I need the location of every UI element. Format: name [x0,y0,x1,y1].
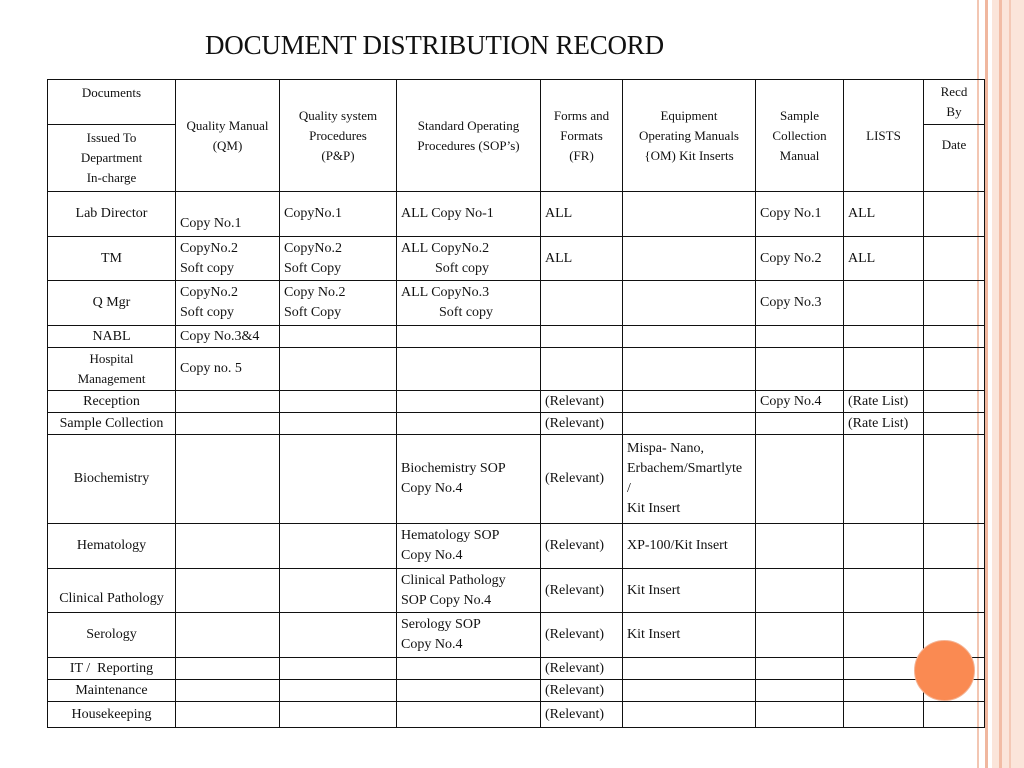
scm-cell [756,413,844,435]
om-cell [623,680,756,702]
scm-cell: Copy No.3 [756,281,844,326]
header-sop: Standard Operating Procedures (SOP’s) [397,80,541,192]
fr-cell [541,326,623,348]
fr-cell: (Relevant) [541,413,623,435]
lists-cell [844,613,924,658]
om-cell: Kit Insert [623,613,756,658]
header-date: Date [924,125,985,192]
pp-cell [280,413,397,435]
dept-cell: Q Mgr [48,281,176,326]
lists-cell [844,702,924,728]
dept-cell: Maintenance [48,680,176,702]
decorative-circle [914,640,975,701]
qm-cell: Copy no. 5 [176,348,280,391]
dept-cell: Serology [48,613,176,658]
fr-cell: (Relevant) [541,569,623,613]
fr-cell: ALL [541,237,623,281]
table-row [48,569,985,613]
fr-cell: (Relevant) [541,680,623,702]
sop-cell: Clinical Pathology SOP Copy No.4 [397,569,541,613]
scm-cell [756,680,844,702]
header-issued-to: Issued To Department In-charge [48,125,176,192]
fr-cell: (Relevant) [541,391,623,413]
dept-cell: NABL [48,326,176,348]
fr-cell [541,348,623,391]
qm-cell: CopyNo.2 Soft copy [176,281,280,326]
header-scm: Sample Collection Manual [756,80,844,192]
dept-cell: TM [48,237,176,281]
lists-cell: ALL [844,192,924,237]
table-row [48,613,985,658]
scm-cell: Copy No.2 [756,237,844,281]
om-cell [623,702,756,728]
recd-cell [924,391,985,413]
om-cell: Mispa- Nano, Erbachem/Smartlyte / Kit Insert [623,435,756,524]
pp-cell [280,702,397,728]
sop-cell [397,680,541,702]
recd-cell [924,192,985,237]
lists-cell [844,281,924,326]
page-title: DOCUMENT DISTRIBUTION RECORD [205,30,664,60]
header-row [48,80,985,125]
dept-cell: Hematology [48,524,176,569]
recd-cell [924,702,985,728]
header-recd-by: Recd By [924,80,985,125]
pp-cell [280,680,397,702]
fr-cell: (Relevant) [541,702,623,728]
dept-cell: Sample Collection [48,413,176,435]
om-cell: Kit Insert [623,569,756,613]
qm-cell [176,613,280,658]
table-row [48,281,985,326]
qm-cell: Copy No.1 [176,192,280,237]
scm-cell: Copy No.1 [756,192,844,237]
fr-cell: (Relevant) [541,524,623,569]
scm-cell [756,702,844,728]
header-om: Equipment Operating Manuals {OM) Kit Inserts [623,80,756,192]
lists-cell [844,524,924,569]
lists-cell [844,680,924,702]
fr-cell: (Relevant) [541,613,623,658]
table-row [48,413,985,435]
recd-cell [924,413,985,435]
scm-cell [756,348,844,391]
recd-cell [924,281,985,326]
pp-cell [280,524,397,569]
pp-cell [280,658,397,680]
sop-cell: Hematology SOP Copy No.4 [397,524,541,569]
om-cell [623,348,756,391]
qm-cell [176,413,280,435]
table-row [48,348,985,391]
qm-cell [176,702,280,728]
qm-cell [176,391,280,413]
recd-cell [924,524,985,569]
dept-cell: Reception [48,391,176,413]
lists-cell: (Rate List) [844,391,924,413]
decorative-stripe [985,0,988,768]
lists-cell: (Rate List) [844,413,924,435]
recd-cell [924,569,985,613]
qm-cell: CopyNo.2 Soft copy [176,237,280,281]
table-row [48,192,985,237]
recd-cell [924,326,985,348]
om-cell [623,281,756,326]
sop-cell: Serology SOP Copy No.4 [397,613,541,658]
fr-cell: (Relevant) [541,658,623,680]
header-pp: Quality system Procedures (P&P) [280,80,397,192]
fr-cell [541,281,623,326]
lists-cell [844,569,924,613]
dept-cell: IT / Reporting [48,658,176,680]
header-qm: Quality Manual (QM) [176,80,280,192]
table-row [48,435,985,524]
dept-cell: Lab Director [48,192,176,237]
decorative-stripe [992,0,1024,768]
sop-cell [397,348,541,391]
recd-cell [924,348,985,391]
scm-cell [756,326,844,348]
pp-cell: Copy No.2 Soft Copy [280,281,397,326]
table-row [48,658,985,680]
scm-cell [756,524,844,569]
lists-cell [844,348,924,391]
qm-cell [176,435,280,524]
pp-cell [280,348,397,391]
sop-cell: ALL Copy No-1 [397,192,541,237]
recd-cell [924,237,985,281]
scm-cell: Copy No.4 [756,391,844,413]
om-cell [623,237,756,281]
sop-cell: Biochemistry SOP Copy No.4 [397,435,541,524]
om-cell [623,413,756,435]
table-row [48,237,985,281]
pp-cell [280,613,397,658]
table-row [48,391,985,413]
scm-cell [756,658,844,680]
scm-cell [756,613,844,658]
om-cell [623,391,756,413]
sop-cell [397,702,541,728]
recd-cell [924,435,985,524]
pp-cell [280,435,397,524]
pp-cell [280,326,397,348]
qm-cell [176,680,280,702]
pp-cell [280,391,397,413]
sop-cell: ALL CopyNo.2 Soft copy [397,237,541,281]
om-cell [623,326,756,348]
sop-cell [397,658,541,680]
lists-cell [844,658,924,680]
pp-cell [280,569,397,613]
lists-cell [844,435,924,524]
header-documents: Documents [48,80,176,125]
qm-cell [176,569,280,613]
lists-cell [844,326,924,348]
table-row [48,524,985,569]
qm-cell [176,524,280,569]
table-row [48,702,985,728]
header-fr: Forms and Formats (FR) [541,80,623,192]
om-cell [623,192,756,237]
table-row [48,680,985,702]
dept-cell: Biochemistry [48,435,176,524]
qm-cell [176,658,280,680]
scm-cell [756,569,844,613]
pp-cell: CopyNo.2 Soft Copy [280,237,397,281]
dept-cell: Housekeeping [48,702,176,728]
dept-cell: Hospital Management [48,348,176,391]
sop-cell [397,413,541,435]
dept-cell: Clinical Pathology [48,569,176,613]
om-cell: XP-100/Kit Insert [623,524,756,569]
fr-cell: ALL [541,192,623,237]
distribution-table [47,79,985,728]
decorative-stripe [999,0,1002,768]
sop-cell [397,391,541,413]
om-cell [623,658,756,680]
qm-cell: Copy No.3&4 [176,326,280,348]
sop-cell: ALL CopyNo.3 Soft copy [397,281,541,326]
scm-cell [756,435,844,524]
header-lists: LISTS [844,80,924,192]
table-row [48,326,985,348]
pp-cell: CopyNo.1 [280,192,397,237]
lists-cell: ALL [844,237,924,281]
sop-cell [397,326,541,348]
fr-cell: (Relevant) [541,435,623,524]
decorative-stripe [1009,0,1011,768]
